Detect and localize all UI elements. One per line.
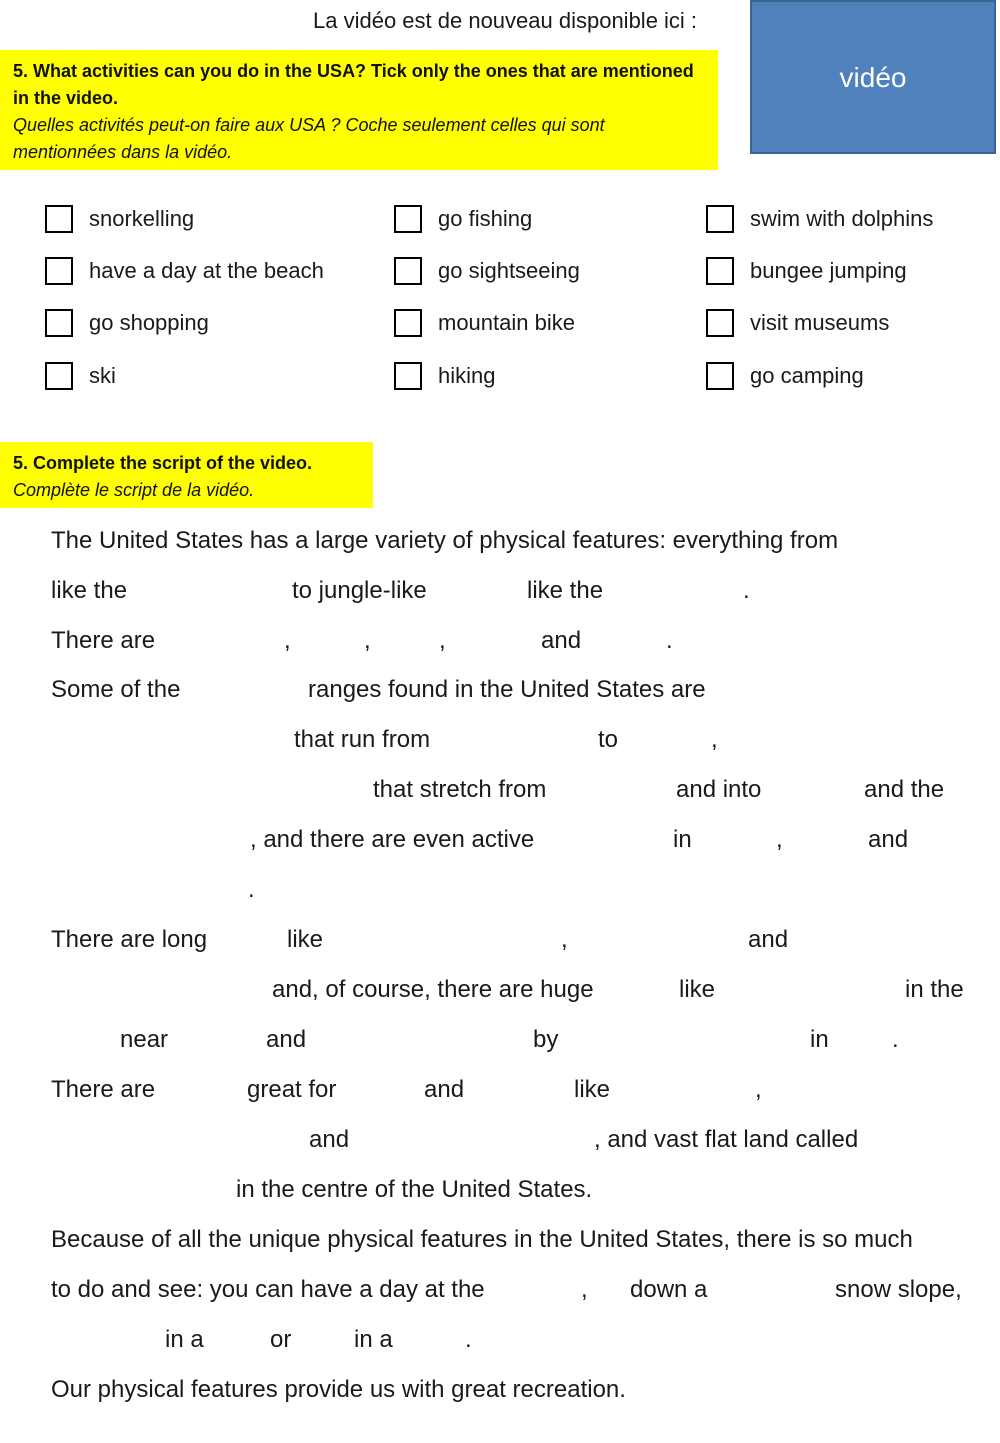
activity-label: ski: [89, 363, 116, 388]
video-available-note: La vidéo est de nouveau disponible ici :: [313, 8, 698, 33]
activity-option[interactable]: [394, 305, 575, 341]
activity-option[interactable]: [394, 253, 580, 289]
script-text: ,: [581, 1276, 588, 1303]
script-text: .: [248, 876, 255, 903]
script-text: Our physical features provide us with great recreation.: [51, 1376, 626, 1403]
script-text: snow slope,: [835, 1276, 962, 1303]
script-text: and into: [676, 776, 762, 803]
script-text: ,: [364, 627, 371, 654]
script-text: to: [598, 726, 619, 753]
checkbox[interactable]: [706, 257, 734, 285]
activity-option[interactable]: [45, 305, 209, 341]
question-1-title-en: 5. What activities can you do in the USA? Tick only the ones that are mentioned in the video.: [13, 61, 694, 108]
script-text: There are: [51, 627, 156, 654]
script-text: , and there are even active: [250, 826, 535, 853]
script-text: and: [541, 627, 582, 654]
script-text: ,: [439, 627, 446, 654]
script-text: like the: [527, 577, 604, 604]
checkbox[interactable]: [394, 205, 422, 233]
activity-label: snorkelling: [89, 206, 195, 231]
activity-option[interactable]: [394, 358, 495, 394]
activity-label: swim with dolphins: [750, 206, 934, 231]
checkbox[interactable]: [394, 362, 422, 390]
checkbox[interactable]: [706, 205, 734, 233]
activity-label: go camping: [750, 363, 864, 388]
script-text: in: [673, 826, 692, 853]
script-text: and: [748, 926, 789, 953]
activity-option[interactable]: [706, 253, 907, 289]
script-text: like: [287, 926, 324, 953]
script-text: and: [424, 1076, 465, 1103]
script-text: in the: [905, 976, 964, 1003]
checkbox[interactable]: [394, 309, 422, 337]
script-text: .: [465, 1326, 472, 1353]
checkbox[interactable]: [45, 362, 73, 390]
script-text: ranges found in the United States are: [308, 676, 706, 703]
script-text: ,: [561, 926, 568, 953]
activity-label: hiking: [438, 363, 496, 388]
script-text: to do and see: you can have a day at the: [51, 1276, 485, 1303]
question-2-banner: [0, 442, 373, 508]
checkbox[interactable]: [706, 309, 734, 337]
video-button[interactable]: vidéo: [750, 0, 996, 154]
checkbox[interactable]: [706, 362, 734, 390]
script-text: in a: [165, 1326, 204, 1353]
script-text: ,: [755, 1076, 762, 1103]
script-text: and: [868, 826, 909, 853]
script-text: in the centre of the United States.: [236, 1176, 593, 1203]
script-text: Some of the: [51, 676, 181, 703]
checkbox[interactable]: [45, 309, 73, 337]
script-text: that run from: [294, 726, 431, 753]
activity-label: bungee jumping: [750, 258, 907, 283]
checkbox[interactable]: [45, 257, 73, 285]
script-text: down a: [630, 1276, 708, 1303]
script-text: in a: [354, 1326, 393, 1353]
script-text: and: [266, 1026, 307, 1053]
activity-option[interactable]: [706, 305, 889, 341]
question-1-banner: [0, 50, 718, 170]
script-text: like the: [51, 577, 128, 604]
script-text: .: [666, 627, 673, 654]
script-text: .: [743, 577, 750, 604]
checkbox[interactable]: [45, 205, 73, 233]
activity-label: go sightseeing: [438, 258, 580, 283]
script-text: to jungle-like: [292, 577, 427, 604]
question-2-title-en: 5. Complete the script of the video.: [13, 453, 313, 473]
script-text: by: [533, 1026, 559, 1053]
script-text: ,: [776, 826, 783, 853]
script-text: near: [120, 1026, 169, 1053]
script-text: The United States has a large variety of physical features: everything from: [51, 527, 839, 554]
activity-label: mountain bike: [438, 310, 575, 335]
script-text: , and vast flat land called: [594, 1126, 859, 1153]
activity-option[interactable]: [706, 201, 933, 237]
script-text: ,: [711, 726, 718, 753]
script-text: like: [679, 976, 716, 1003]
activity-option[interactable]: [45, 358, 116, 394]
script-text: .: [892, 1026, 899, 1053]
script-text: or: [270, 1326, 292, 1353]
activity-label: have a day at the beach: [89, 258, 324, 283]
script-text: There are: [51, 1076, 156, 1103]
script-text: Because of all the unique physical features in the United States, there is so much: [51, 1226, 913, 1253]
script-text: great for: [247, 1076, 337, 1103]
question-2-title-fr: Complète le script de la vidéo.: [13, 480, 255, 500]
checkbox[interactable]: [394, 257, 422, 285]
activity-label: visit museums: [750, 310, 890, 335]
activity-option[interactable]: [706, 358, 864, 394]
activity-label: go fishing: [438, 206, 533, 231]
script-text: like: [574, 1076, 611, 1103]
script-text: ,: [284, 627, 291, 654]
script-text: in: [810, 1026, 829, 1053]
script-text: There are long: [51, 926, 208, 953]
script-text: that stretch from: [373, 776, 547, 803]
question-1-title-fr: Quelles activités peut-on faire aux USA ? Coche seulement celles qui sont mentionnées dans la vidéo.: [13, 115, 605, 162]
script-text: and, of course, there are huge: [272, 976, 594, 1003]
activity-option[interactable]: [394, 201, 532, 237]
activity-option[interactable]: [45, 253, 324, 289]
activity-label: go shopping: [89, 310, 209, 335]
activity-option[interactable]: [45, 201, 194, 237]
script-text: and the: [864, 776, 945, 803]
script-text: and: [309, 1126, 350, 1153]
